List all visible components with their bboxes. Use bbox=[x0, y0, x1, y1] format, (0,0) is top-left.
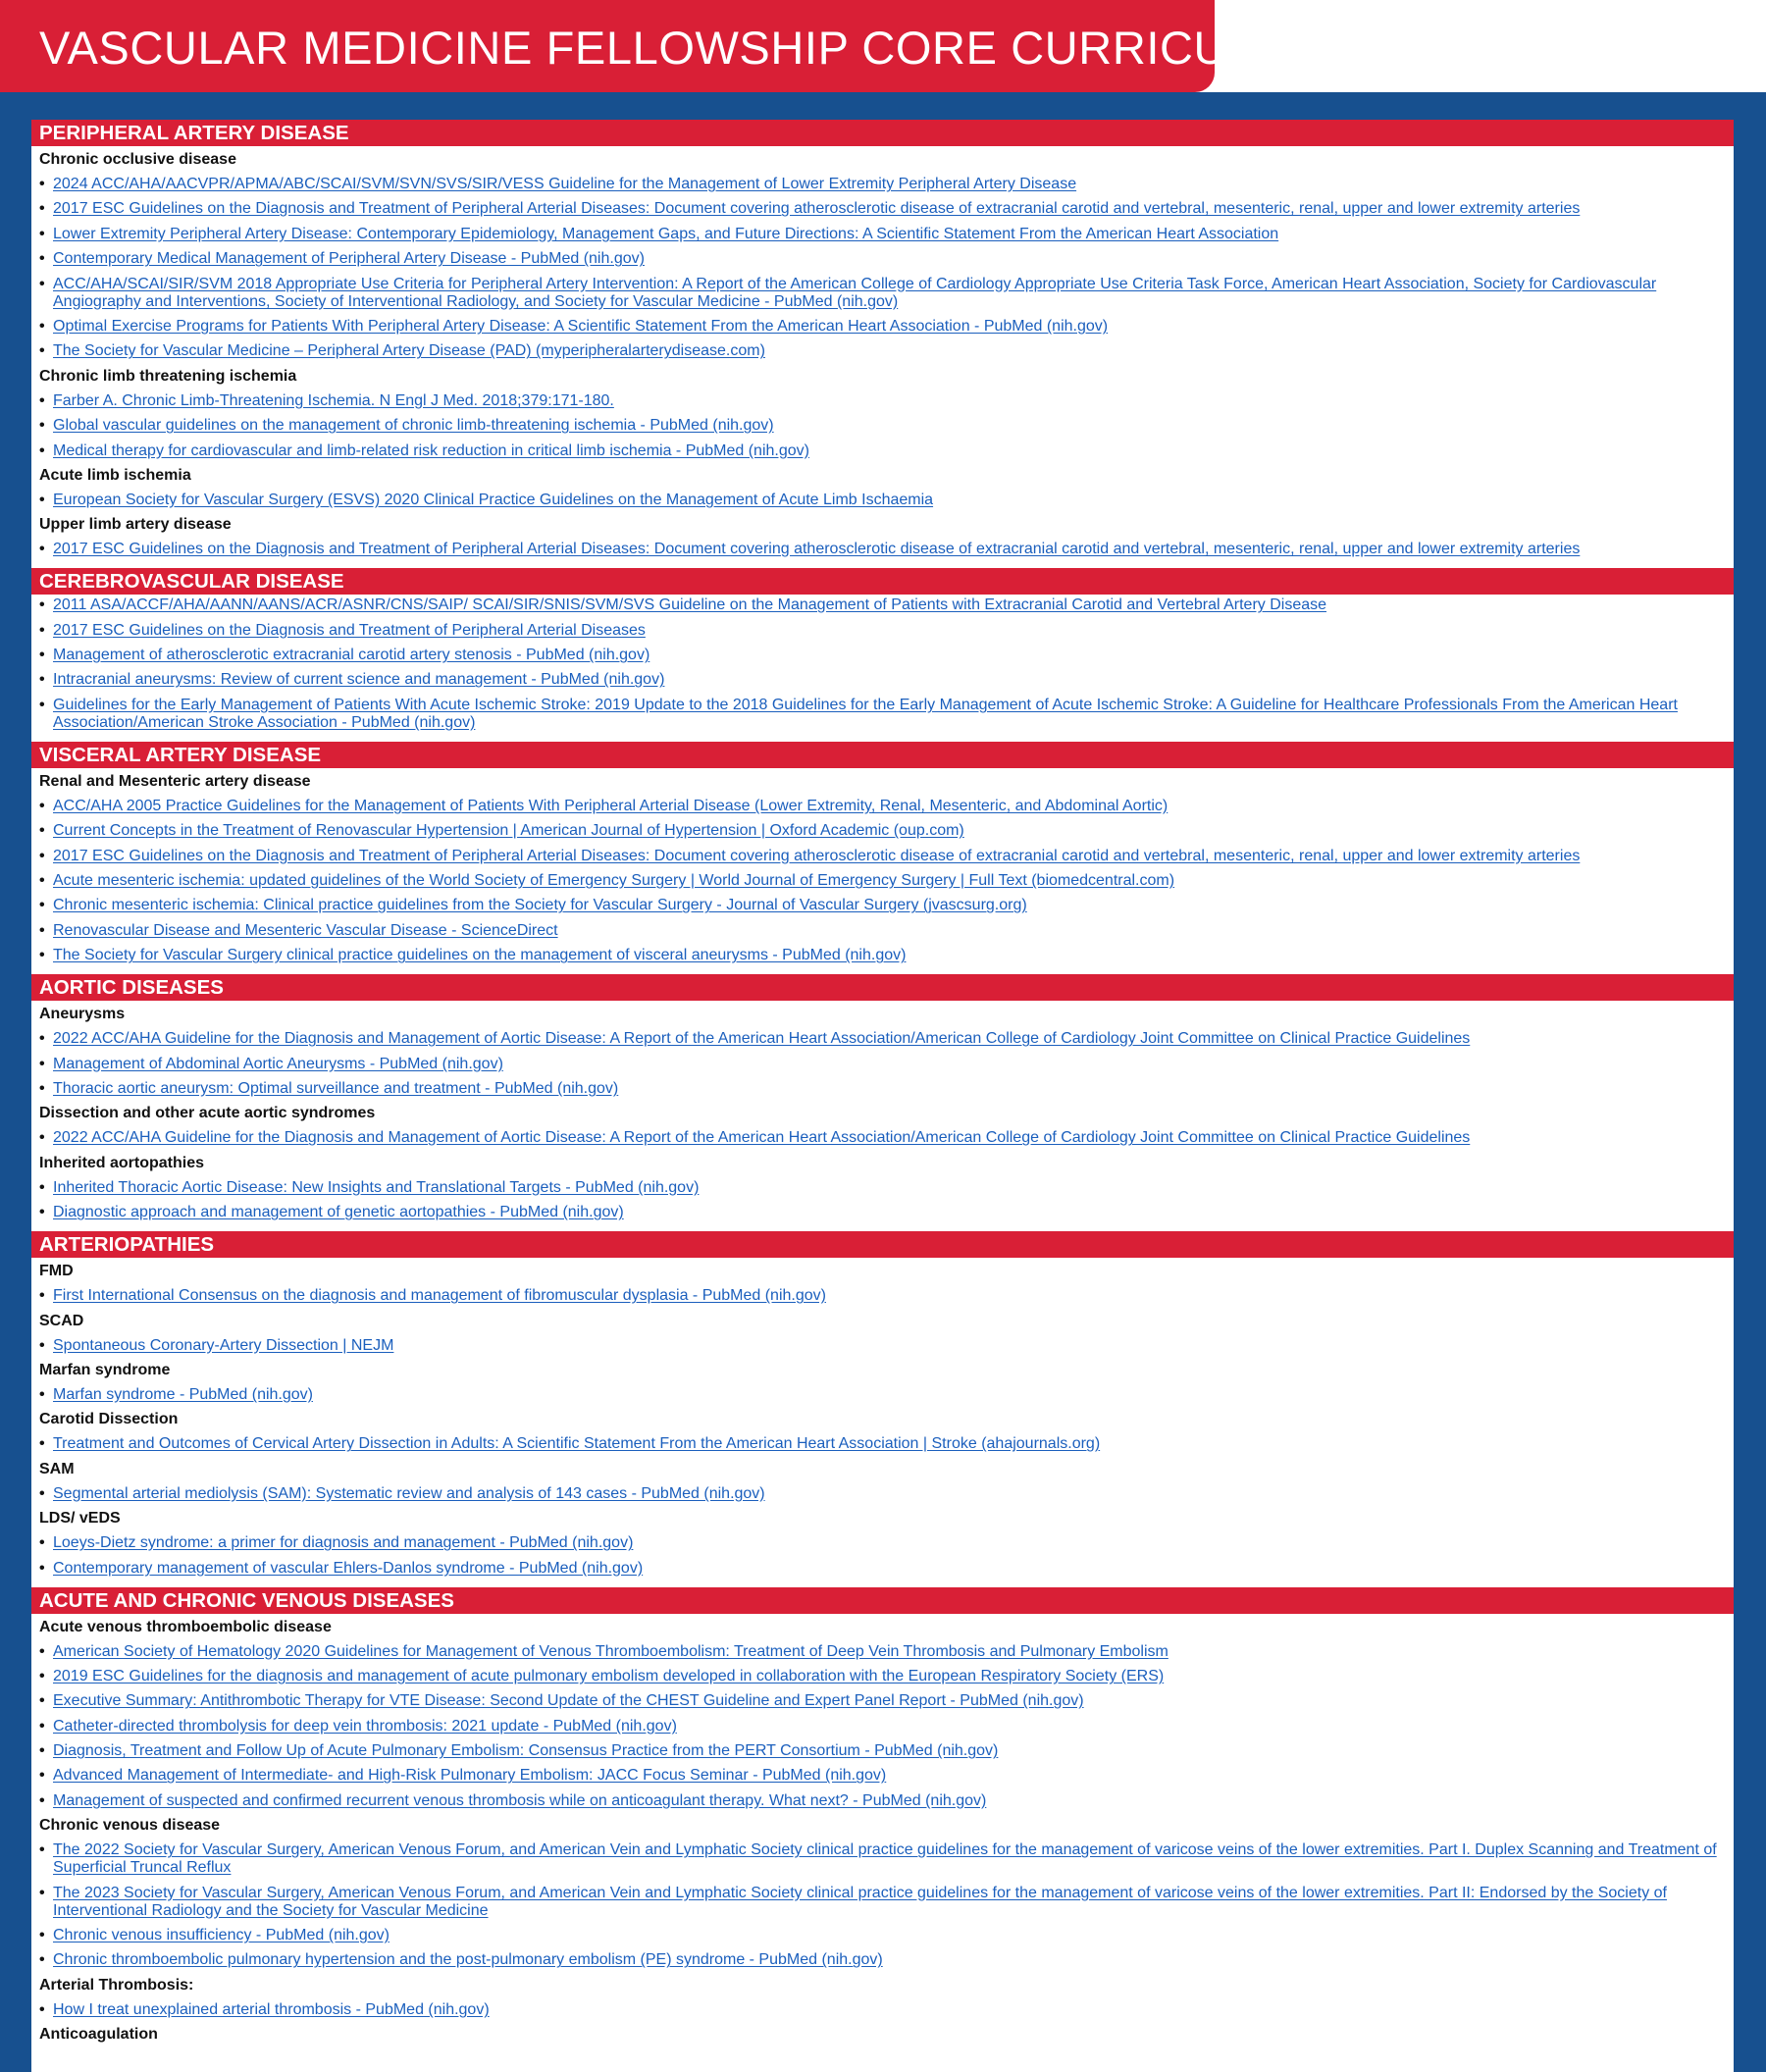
reference-link[interactable]: Chronic mesenteric ischemia: Clinical practice guidelines from the Society for Vascular Surgery - Journal of Vascular Surgery (jvascsurg.org) bbox=[53, 897, 1027, 914]
list-item bbox=[39, 1718, 1726, 1735]
bullet-icon: • bbox=[39, 1484, 45, 1502]
reference-link[interactable]: European Society for Vascular Surgery (ESVS) 2020 Clinical Practice Guidelines on the Management of Acute Limb Ischaemia bbox=[53, 491, 934, 508]
list-item bbox=[39, 897, 1726, 914]
bullet-icon: • bbox=[39, 176, 45, 192]
title-banner bbox=[0, 0, 1327, 92]
list-item bbox=[39, 541, 1726, 558]
reference-link[interactable]: Farber A. Chronic Limb-Threatening Ischemia. N Engl J Med. 2018;379:171-180. bbox=[53, 391, 614, 409]
list-item bbox=[39, 1287, 1726, 1305]
bullet-icon: • bbox=[39, 1030, 45, 1048]
reference-link[interactable]: Global vascular guidelines on the management of chronic limb-threatening ischemia - PubMed (nih.gov) bbox=[53, 417, 774, 435]
section-body bbox=[31, 1001, 1734, 1221]
reference-link[interactable]: Lower Extremity Peripheral Artery Disease: Contemporary Epidemiology, Management Gaps, and Future Directions: A Scientific Statement From the American Heart Association bbox=[53, 225, 1279, 242]
bullet-icon: • bbox=[39, 1287, 45, 1305]
list-item bbox=[39, 1692, 1726, 1710]
reference-link[interactable]: Marfan syndrome - PubMed (nih.gov) bbox=[53, 1385, 313, 1403]
reference-link[interactable]: 2011 ASA/ACCF/AHA/AANN/AANS/ACR/ASNR/CNS/SAIP/ SCAI/SIR/SNIS/SVM/SVS Guideline on the Management of Patients with Extracranial Carotid and Vertebral Artery Disease bbox=[53, 596, 1327, 614]
section-body bbox=[31, 146, 1734, 558]
bullet-icon: • bbox=[39, 1742, 45, 1760]
section-header: CEREBROVASCULAR DISEASE bbox=[31, 568, 1734, 595]
list-item bbox=[39, 1056, 1726, 1073]
reference-link[interactable]: The 2023 Society for Vascular Surgery, American Venous Forum, and American Vein and Lymphatic Society clinical practice guidelines for the management of varicose veins of the lower extremities. Part II: Endorsed by the Society of Interventional Radiology and the Society for Vascular Medicine bbox=[53, 1884, 1667, 1919]
list-item bbox=[39, 392, 1726, 410]
list-item bbox=[39, 176, 1726, 193]
bullet-icon: • bbox=[39, 1927, 45, 1944]
reference-link[interactable]: 2019 ESC Guidelines for the diagnosis and management of acute pulmonary embolism developed in collaboration with the European Respiratory Society (ERS) bbox=[53, 1667, 1165, 1684]
bullet-icon: • bbox=[39, 1336, 45, 1354]
reference-link[interactable]: American Society of Hematology 2020 Guidelines for Management of Venous Thromboembolism: Treatment of Deep Vein Thrombosis and Pulmonary Embolism bbox=[53, 1642, 1169, 1660]
curriculum-content bbox=[31, 120, 1734, 2072]
section-body bbox=[31, 595, 1734, 732]
bullet-icon: • bbox=[39, 1559, 45, 1577]
reference-link[interactable]: ACC/AHA 2005 Practice Guidelines for the Management of Patients With Peripheral Arterial Disease (Lower Extremity, Renal, Mesenteric, and Abdominal Aortic) bbox=[53, 797, 1169, 814]
list-item bbox=[39, 250, 1726, 268]
bullet-icon: • bbox=[39, 1435, 45, 1453]
list-item bbox=[39, 2001, 1726, 2019]
list-item bbox=[39, 276, 1726, 311]
bullet-icon: • bbox=[39, 596, 45, 614]
reference-link[interactable]: Acute mesenteric ischemia: updated guidelines of the World Society of Emergency Surgery | World Journal of Emergency Surgery | Full Text (biomedcentral.com) bbox=[53, 872, 1175, 890]
section-header: ARTERIOPATHIES bbox=[31, 1231, 1734, 1258]
list-item bbox=[39, 697, 1726, 732]
section-body bbox=[31, 1614, 1734, 2045]
list-item bbox=[39, 1792, 1726, 1810]
list-item bbox=[39, 1643, 1726, 1661]
list-item bbox=[39, 1841, 1726, 1877]
list-item bbox=[39, 798, 1726, 815]
reference-link[interactable]: The Society for Vascular Surgery clinical practice guidelines on the management of visceral aneurysms - PubMed (nih.gov) bbox=[53, 947, 907, 964]
bullet-icon: • bbox=[39, 847, 45, 864]
reference-link[interactable]: Intracranial aneurysms: Review of current science and management - PubMed (nih.gov) bbox=[53, 671, 665, 689]
bullet-icon: • bbox=[39, 317, 45, 335]
section-header: VISCERAL ARTERY DISEASE bbox=[31, 742, 1734, 768]
bullet-icon: • bbox=[39, 921, 45, 939]
reference-link[interactable]: Management of atherosclerotic extracranial carotid artery stenosis - PubMed (nih.gov) bbox=[53, 647, 650, 664]
reference-link[interactable]: Diagnosis, Treatment and Follow Up of Acute Pulmonary Embolism: Consensus Practice from the PERT Consortium - PubMed (nih.gov) bbox=[53, 1742, 999, 1760]
subheading: Acute limb ischemia bbox=[39, 466, 191, 484]
reference-link[interactable]: Loeys-Dietz syndrome: a primer for diagnosis and management - PubMed (nih.gov) bbox=[53, 1534, 634, 1552]
reference-link[interactable]: 2024 ACC/AHA/AACVPR/APMA/ABC/SCAI/SVM/SVN/SVS/SIR/VESS Guideline for the Management of Lower Extremity Peripheral Artery Disease bbox=[53, 176, 1077, 192]
reference-link[interactable]: Management of suspected and confirmed recurrent venous thrombosis while on anticoagulant therapy. What next? - PubMed (nih.gov) bbox=[53, 1791, 987, 1809]
list-item bbox=[39, 1485, 1726, 1503]
subheading: Chronic venous disease bbox=[39, 1817, 221, 1835]
subheading: Carotid Dissection bbox=[39, 1411, 179, 1428]
bullet-icon: • bbox=[39, 275, 45, 292]
reference-link[interactable]: Inherited Thoracic Aortic Disease: New Insights and Translational Targets - PubMed (nih.gov) bbox=[53, 1178, 700, 1196]
list-item bbox=[39, 1951, 1726, 1969]
bullet-icon: • bbox=[39, 1204, 45, 1221]
reference-link[interactable]: Treatment and Outcomes of Cervical Artery Dissection in Adults: A Scientific Statement From the American Heart Association | Stroke (ahajournals.org) bbox=[53, 1435, 1101, 1453]
list-item bbox=[39, 1560, 1726, 1578]
bullet-icon: • bbox=[39, 1129, 45, 1147]
bullet-icon: • bbox=[39, 1791, 45, 1809]
bullet-icon: • bbox=[39, 1642, 45, 1660]
subheading: Renal and Mesenteric artery disease bbox=[39, 772, 311, 790]
reference-link[interactable]: 2022 ACC/AHA Guideline for the Diagnosis and Management of Aortic Disease: A Report of the American Heart Association/American College of Cardiology Joint Committee on Clinical Practice Guidelines bbox=[53, 1030, 1471, 1048]
subheading: Marfan syndrome bbox=[39, 1361, 171, 1378]
list-item bbox=[39, 872, 1726, 890]
bullet-icon: • bbox=[39, 391, 45, 409]
list-item bbox=[39, 1179, 1726, 1197]
reference-link[interactable]: Guidelines for the Early Management of Patients With Acute Ischemic Stroke: 2019 Update to the 2018 Guidelines for the Early Management of Acute Ischemic Stroke: A Guideline for Healthcare Professionals From the American Heart Association/American Stroke Association - PubMed (nih.gov) bbox=[53, 696, 1678, 731]
list-item bbox=[39, 1386, 1726, 1404]
bullet-icon: • bbox=[39, 671, 45, 689]
subheading: LDS/ vEDS bbox=[39, 1510, 121, 1528]
list-item bbox=[39, 492, 1726, 509]
subheading: Arterial Thrombosis: bbox=[39, 1976, 194, 1994]
reference-link[interactable]: 2022 ACC/AHA Guideline for the Diagnosis and Management of Aortic Disease: A Report of the American Heart Association/American College of Cardiology Joint Committee on Clinical Practice Guidelines bbox=[53, 1129, 1471, 1147]
reference-link[interactable]: 2017 ESC Guidelines on the Diagnosis and Treatment of Peripheral Arterial Diseases: Document covering atherosclerotic disease of extracranial carotid and vertebral, mesenteric, renal, upper and lower extremity arteries bbox=[53, 200, 1581, 218]
list-item bbox=[39, 1204, 1726, 1221]
section-body bbox=[31, 1258, 1734, 1577]
reference-link[interactable]: Chronic venous insufficiency - PubMed (nih.gov) bbox=[53, 1927, 390, 1944]
bullet-icon: • bbox=[39, 342, 45, 360]
list-item bbox=[39, 1767, 1726, 1785]
subheading: Anticoagulation bbox=[39, 2026, 158, 2044]
subheading: Chronic limb threatening ischemia bbox=[39, 367, 297, 385]
section-header: AORTIC DISEASES bbox=[31, 974, 1734, 1001]
bullet-icon: • bbox=[39, 1767, 45, 1785]
bullet-icon: • bbox=[39, 1385, 45, 1403]
reference-link[interactable]: Catheter-directed thrombolysis for deep vein thrombosis: 2021 update - PubMed (nih.gov) bbox=[53, 1717, 677, 1735]
list-item bbox=[39, 226, 1726, 243]
reference-link[interactable]: Spontaneous Coronary-Artery Dissection | NEJM bbox=[53, 1336, 394, 1354]
list-item bbox=[39, 947, 1726, 964]
list-item bbox=[39, 1927, 1726, 1944]
bullet-icon: • bbox=[39, 647, 45, 664]
bullet-icon: • bbox=[39, 947, 45, 964]
reference-link[interactable]: Chronic thromboembolic pulmonary hypertension and the post-pulmonary embolism (PE) syndrome - PubMed (nih.gov) bbox=[53, 1951, 883, 1969]
reference-link[interactable]: How I treat unexplained arterial thrombosis - PubMed (nih.gov) bbox=[53, 2000, 490, 2018]
bullet-icon: • bbox=[39, 250, 45, 268]
list-item bbox=[39, 1885, 1726, 1920]
list-item bbox=[39, 318, 1726, 336]
bullet-icon: • bbox=[39, 541, 45, 558]
subheading: Inherited aortopathies bbox=[39, 1154, 205, 1171]
section-body bbox=[31, 768, 1734, 964]
bullet-icon: • bbox=[39, 1534, 45, 1552]
reference-link[interactable]: Thoracic aortic aneurysm: Optimal surveillance and treatment - PubMed (nih.gov) bbox=[53, 1079, 619, 1097]
bullet-icon: • bbox=[39, 822, 45, 840]
bullet-icon: • bbox=[39, 1884, 45, 1901]
bullet-icon: • bbox=[39, 1951, 45, 1969]
bullet-icon: • bbox=[39, 417, 45, 435]
reference-link[interactable]: Advanced Management of Intermediate- and High-Risk Pulmonary Embolism: JACC Focus Seminar - PubMed (nih.gov) bbox=[53, 1767, 887, 1785]
list-item bbox=[39, 647, 1726, 664]
subheading: Upper limb artery disease bbox=[39, 516, 232, 534]
list-item bbox=[39, 417, 1726, 435]
list-item bbox=[39, 1080, 1726, 1098]
bullet-icon: • bbox=[39, 491, 45, 508]
reference-link[interactable]: The Society for Vascular Medicine – Peripheral Artery Disease (PAD) (myperipheralarterydisease.com) bbox=[53, 342, 765, 360]
reference-link[interactable]: Segmental arterial mediolysis (SAM): Systematic review and analysis of 143 cases - PubMed (nih.gov) bbox=[53, 1484, 765, 1502]
list-item bbox=[39, 1129, 1726, 1147]
reference-link[interactable]: Management of Abdominal Aortic Aneurysms - PubMed (nih.gov) bbox=[53, 1055, 503, 1072]
reference-link[interactable]: 2017 ESC Guidelines on the Diagnosis and Treatment of Peripheral Arterial Diseases: Document covering atherosclerotic disease of extracranial carotid and vertebral, mesenteric, renal, upper and lower extremity arteries bbox=[53, 847, 1581, 864]
bullet-icon: • bbox=[39, 1055, 45, 1072]
list-item bbox=[39, 671, 1726, 689]
list-item bbox=[39, 1534, 1726, 1552]
bullet-icon: • bbox=[39, 897, 45, 914]
bullet-icon: • bbox=[39, 2000, 45, 2018]
subheading: SAM bbox=[39, 1460, 75, 1477]
reference-link[interactable]: Executive Summary: Antithrombotic Therapy for VTE Disease: Second Update of the CHEST Guideline and Expert Panel Report - PubMed (nih.gov) bbox=[53, 1692, 1084, 1710]
reference-link[interactable]: ACC/AHA/SCAI/SIR/SVM 2018 Appropriate Use Criteria for Peripheral Artery Intervention: A Report of the American College of Cardiology Appropriate Use Criteria Task Force, American Heart Association, Society for Cardiovascular Angiography and Interventions, Society of Interventional Radiology, and Society for Vascular Medicine - PubMed (nih.gov) bbox=[53, 275, 1657, 310]
list-item bbox=[39, 442, 1726, 460]
bullet-icon: • bbox=[39, 1079, 45, 1097]
reference-link[interactable]: 2017 ESC Guidelines on the Diagnosis and Treatment of Peripheral Arterial Diseases bbox=[53, 621, 646, 639]
subheading: FMD bbox=[39, 1263, 74, 1280]
bullet-icon: • bbox=[39, 1841, 45, 1859]
bullet-icon: • bbox=[39, 872, 45, 890]
list-item bbox=[39, 342, 1726, 360]
reference-link[interactable]: Contemporary Medical Management of Peripheral Artery Disease - PubMed (nih.gov) bbox=[53, 250, 645, 268]
reference-link[interactable]: Renovascular Disease and Mesenteric Vascular Disease - ScienceDirect bbox=[53, 921, 558, 939]
bullet-icon: • bbox=[39, 1178, 45, 1196]
subheading: Acute venous thromboembolic disease bbox=[39, 1618, 332, 1635]
list-item bbox=[39, 848, 1726, 865]
section-header: ACUTE AND CHRONIC VENOUS DISEASES bbox=[31, 1587, 1734, 1614]
bullet-icon: • bbox=[39, 1717, 45, 1735]
list-item bbox=[39, 922, 1726, 940]
bullet-icon: • bbox=[39, 200, 45, 218]
subheading: Dissection and other acute aortic syndromes bbox=[39, 1105, 376, 1122]
page-header bbox=[0, 0, 1766, 92]
section-header: PERIPHERAL ARTERY DISEASE bbox=[31, 120, 1734, 146]
reference-link[interactable]: 2017 ESC Guidelines on the Diagnosis and Treatment of Peripheral Arterial Diseases: Document covering atherosclerotic disease of extracranial carotid and vertebral, mesenteric, renal, upper and lower extremity arteries bbox=[53, 541, 1581, 558]
reference-link[interactable]: Medical therapy for cardiovascular and limb-related risk reduction in critical limb ischemia - PubMed (nih.gov) bbox=[53, 441, 809, 459]
bullet-icon: • bbox=[39, 797, 45, 814]
list-item bbox=[39, 200, 1726, 218]
subheading: Chronic occlusive disease bbox=[39, 151, 236, 168]
bullet-icon: • bbox=[39, 1667, 45, 1684]
list-item bbox=[39, 1668, 1726, 1685]
list-item bbox=[39, 1337, 1726, 1355]
list-item bbox=[39, 1742, 1726, 1760]
reference-link[interactable]: First International Consensus on the diagnosis and management of fibromuscular dysplasia - PubMed (nih.gov) bbox=[53, 1287, 826, 1305]
reference-link[interactable]: Contemporary management of vascular Ehlers-Danlos syndrome - PubMed (nih.gov) bbox=[53, 1559, 644, 1577]
bullet-icon: • bbox=[39, 621, 45, 639]
bullet-icon: • bbox=[39, 1692, 45, 1710]
list-item bbox=[39, 1030, 1726, 1048]
bullet-icon: • bbox=[39, 441, 45, 459]
reference-link[interactable]: Optimal Exercise Programs for Patients With Peripheral Artery Disease: A Scientific Statement From the American Heart Association - PubMed (nih.gov) bbox=[53, 317, 1109, 335]
list-item bbox=[39, 822, 1726, 840]
page-title: VASCULAR MEDICINE FELLOWSHIP CORE CURRICULUM bbox=[39, 22, 1327, 74]
reference-link[interactable]: The 2022 Society for Vascular Surgery, American Venous Forum, and American Vein and Lymphatic Society clinical practice guidelines for the management of varicose veins of the lower extremities. Part I. Duplex Scanning and Treatment of Superficial Truncal Reflux bbox=[53, 1841, 1717, 1877]
subheading: Aneurysms bbox=[39, 1006, 126, 1023]
bullet-icon: • bbox=[39, 696, 45, 713]
list-item bbox=[39, 596, 1726, 614]
list-item bbox=[39, 1435, 1726, 1453]
reference-link[interactable]: Diagnostic approach and management of genetic aortopathies - PubMed (nih.gov) bbox=[53, 1204, 624, 1221]
list-item bbox=[39, 622, 1726, 640]
reference-link[interactable]: Current Concepts in the Treatment of Renovascular Hypertension | American Journal of Hypertension | Oxford Academic (oup.com) bbox=[53, 822, 964, 840]
subheading: SCAD bbox=[39, 1312, 84, 1329]
bullet-icon: • bbox=[39, 225, 45, 242]
